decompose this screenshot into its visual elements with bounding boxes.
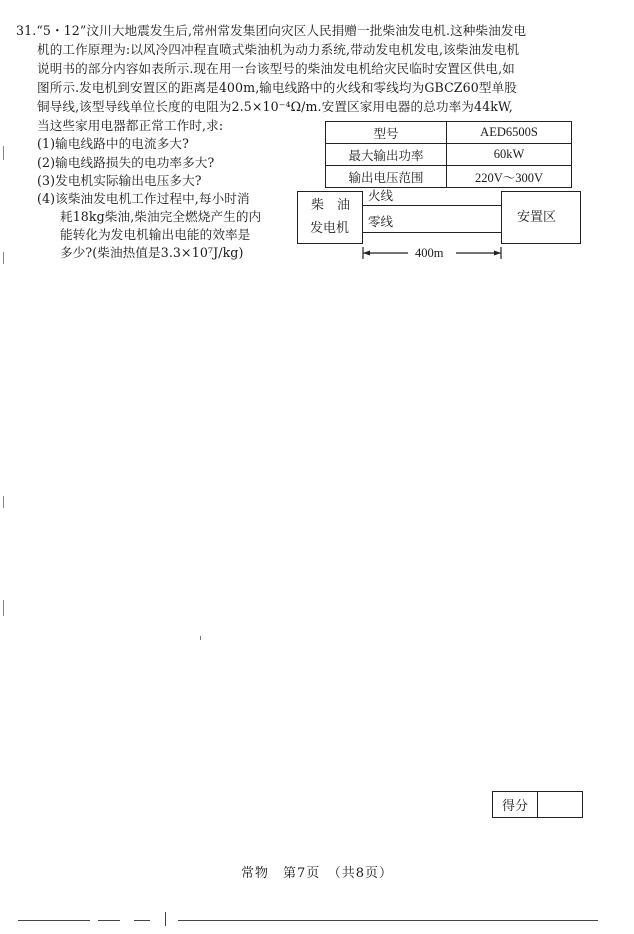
margin-mark (3, 600, 4, 616)
spec-value: 220V～300V (447, 166, 572, 188)
distance-label: 400m (415, 246, 444, 260)
subquestion-4-cont-3: 多少?(柴油热值是3.3×10⁷J/kg) (60, 245, 244, 260)
score-field[interactable] (538, 792, 583, 818)
binding-tick (165, 912, 166, 926)
question-line-4: 图所示.发电机到安置区的距离是400m,输电线路中的火线和零线均为GBCZ60型单股 (37, 80, 517, 95)
spec-row-model (326, 122, 572, 144)
spec-key: 最大输出功率 (326, 144, 447, 166)
binding-line (18, 920, 90, 921)
spec-value: AED6500S (447, 122, 572, 144)
margin-mark (3, 496, 4, 508)
binding-line (98, 920, 120, 921)
score-label: 得分 (493, 792, 538, 818)
question-line-1: 31.“5・12”汶川大地震发生后,常州常发集团向灾区人民捐赠一批柴油发电机.这种柴油发电 (16, 23, 527, 38)
destination-label: 安置区 (517, 210, 557, 225)
score-box (492, 791, 583, 818)
spec-row-voltage-range (326, 166, 572, 188)
neutral-wire-label: 零线 (368, 214, 394, 229)
subquestion-4: (4)该柴油发电机工作过程中,每小时消 (37, 191, 250, 206)
binding-line (134, 920, 150, 921)
subquestion-4-cont-1: 耗18kg柴油,柴油完全燃烧产生的内 (60, 209, 262, 224)
spec-row-max-power (326, 144, 572, 166)
binding-line (178, 920, 598, 921)
question-line-5: 铜导线,该型导线单位长度的电阻为2.5×10⁻⁴Ω/m.安置区家用电器的总功率为44kW, (37, 99, 513, 114)
subquestion-4-cont-2: 能转化为发电机输出电能的效率是 (60, 227, 251, 242)
spec-key: 输出电压范围 (326, 166, 447, 188)
stray-mark (200, 636, 201, 640)
neutral-wire-line (362, 232, 502, 233)
question-line-2: 机的工作原理为:以风冷四冲程直喷式柴油机为动力系统,带动发电机发电,该柴油发电机 (37, 42, 520, 57)
subquestion-2: (2)输电线路损失的电功率多大? (37, 155, 215, 170)
spec-value: 60kW (447, 144, 572, 166)
subquestion-1: (1)输电线路中的电流多大? (37, 136, 189, 151)
live-wire-line (362, 205, 502, 206)
question-line-3: 说明书的部分内容如表所示.现在用一台该型号的柴油发电机给灾民临时安置区供电,如 (37, 61, 515, 76)
generator-label-line2: 发电机 (310, 221, 350, 236)
live-wire-label: 火线 (368, 188, 394, 203)
question-line-6: 当这些家用电器都正常工作时,求: (37, 118, 224, 133)
spec-key: 型号 (326, 122, 447, 144)
margin-mark (3, 146, 4, 160)
subquestion-3: (3)发电机实际输出电压多大? (37, 173, 202, 188)
page-footer: 常物 第7页 （共8页） (240, 866, 394, 881)
generator-label-line1: 柴 油 (311, 198, 351, 213)
margin-mark (3, 252, 4, 264)
spec-table (325, 121, 572, 188)
